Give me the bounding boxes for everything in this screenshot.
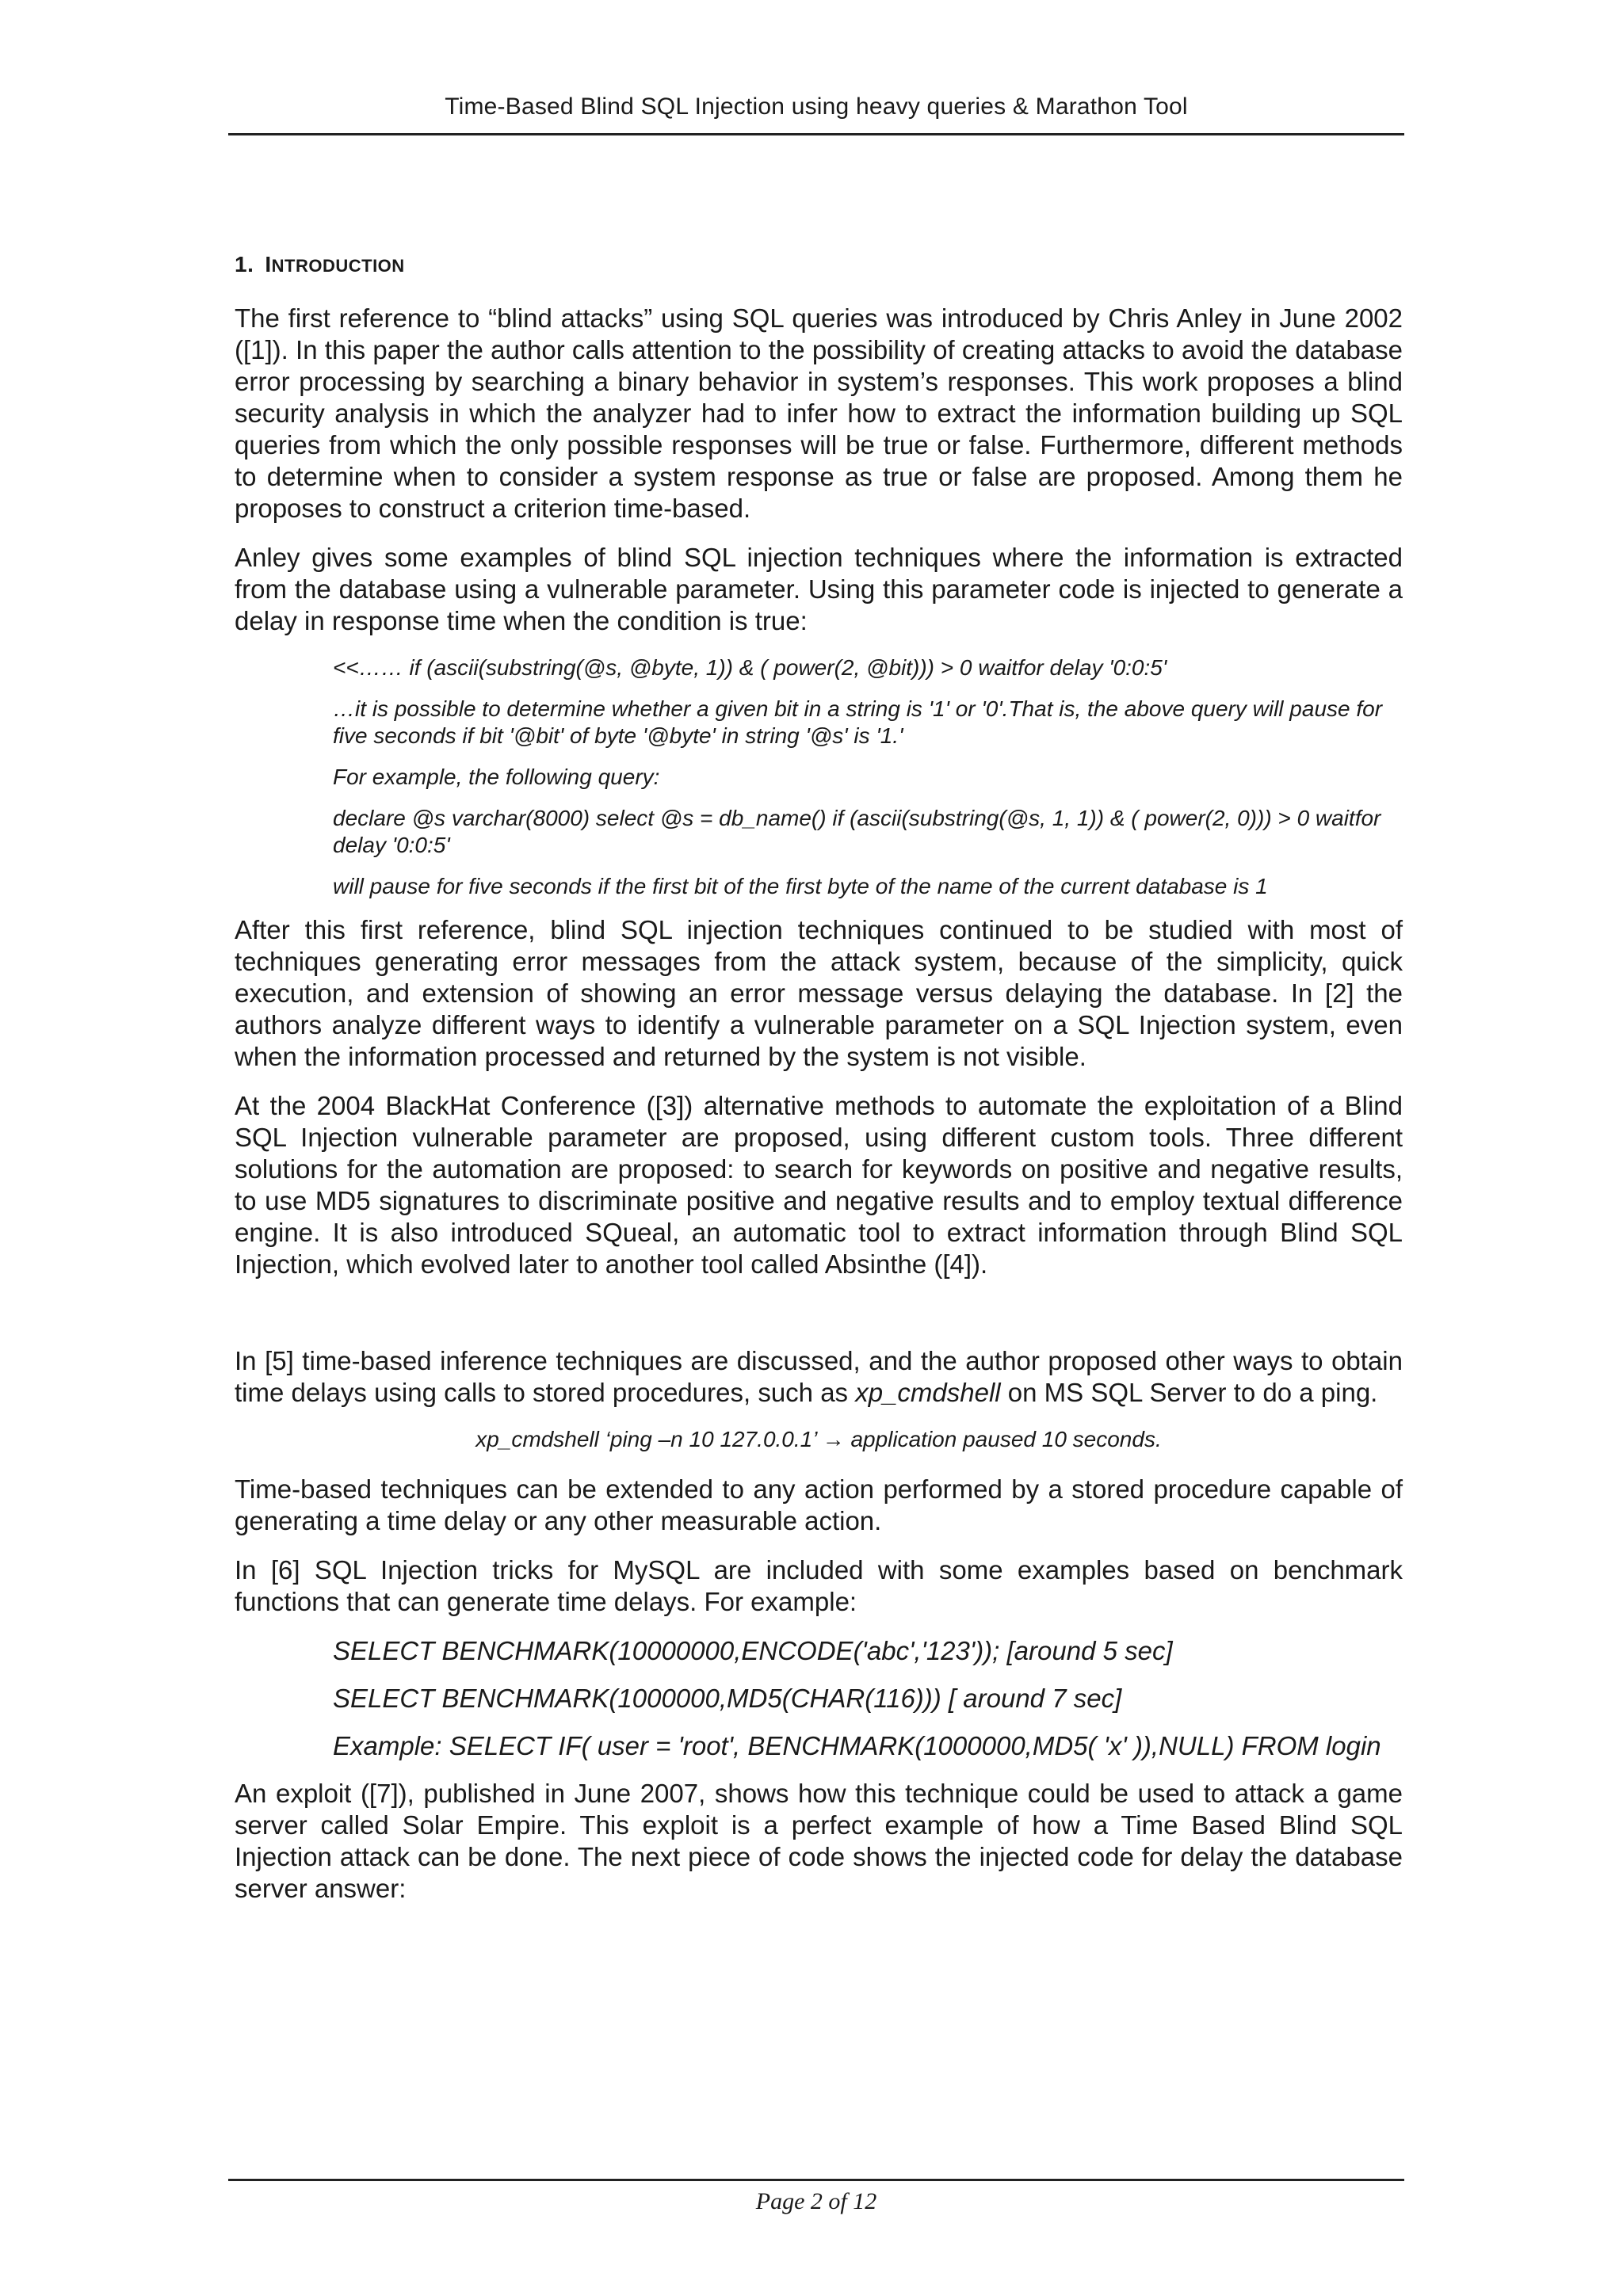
paragraph-6: Time-based techniques can be extended to any action performed by a stored procedure capable of generating a time delay or any other measurable action.	[235, 1474, 1403, 1535]
running-header: Time-Based Blind SQL Injection using heavy queries & Marathon Tool	[445, 93, 1188, 120]
header-rule	[228, 133, 1404, 135]
section-heading-rest: NTRODUCTION	[271, 256, 405, 276]
quote-line-1: <<…… if (ascii(substring(@s, @byte, 1)) & ( power(2, @bit))) > 0 waitfor delay '0:0:5'	[333, 655, 1167, 680]
code-example-1: SELECT BENCHMARK(10000000,ENCODE('abc','123')); [around 5 sec]	[333, 1636, 1173, 1665]
paragraph-5-emphasis: xp_cmdshell	[855, 1378, 1001, 1407]
code-example-2: SELECT BENCHMARK(1000000,MD5(CHAR(116))) [ around 7 sec]	[333, 1684, 1122, 1713]
paragraph-5	[235, 1345, 1403, 1409]
section-heading-initial: I	[265, 252, 272, 277]
paragraph-5-part-b: on MS SQL Server to do a ping.	[1000, 1378, 1378, 1407]
paragraph-3: After this first reference, blind SQL injection techniques continued to be studied with most of techniques generating error messages from the attack system, because of the simplicity, quick execution, and extension of showing an error message versus delaying the database. In [2] the authors analyze different ways to identify a vulnerable parameter on a SQL Injection system, even when the information processed and returned by the system is not visible.	[235, 915, 1403, 1071]
centered-example: xp_cmdshell ‘ping –n 10 127.0.0.1’ → application paused 10 seconds.	[475, 1427, 1162, 1451]
paragraph-7: In [6] SQL Injection tricks for MySQL are included with some examples based on benchmark functions that can generate time delays. For example:	[235, 1555, 1403, 1616]
footer-rule	[228, 2179, 1404, 2181]
section-number: 1.	[235, 252, 254, 277]
code-example-3: Example: SELECT IF( user = 'root', BENCHMARK(1000000,MD5( 'x' )),NULL) FROM login	[333, 1731, 1381, 1760]
page-number: Page 2 of 12	[755, 2188, 877, 2214]
quote-line-2: …it is possible to determine whether a given bit in a string is '1' or '0'.That is, the above query will pause for five seconds if bit '@bit' of byte '@byte' in string '@s' is '1.'	[333, 696, 1383, 748]
paragraph-5-part-a: In [5] time-based inference techniques are discussed, and the author proposed other ways to obtain time delays using calls to stored procedures, such as	[235, 1346, 1403, 1407]
paragraph-intro-1: The first reference to “blind attacks” using SQL queries was introduced by Chris Anley in June 2002 ([1]). In this paper the author calls attention to the possibility of creating attacks to avoid the database error processing by searching a binary behavior in system’s responses. This work proposes a blind security analysis in which the analyzer had to infer how to extract the information building up SQL queries from which the only possible responses will be true or false. Furthermore, different methods to determine when to consider a system response as true or false are proposed. Among them he proposes to construct a criterion time-based.	[235, 303, 1403, 523]
paragraph-intro-2: Anley gives some examples of blind SQL injection techniques where the information is extracted from the database using a vulnerable parameter. Using this parameter code is injected to generate a delay in response time when the condition is true:	[235, 543, 1403, 635]
quote-line-4: declare @s varchar(8000) select @s = db_name() if (ascii(substring(@s, 1, 1)) & ( power(2, 0))) > 0 waitfor delay '0:0:5'	[333, 806, 1381, 857]
quote-line-5: will pause for five seconds if the first bit of the first byte of the name of the current database is 1	[333, 874, 1268, 898]
quote-line-3: For example, the following query:	[333, 765, 660, 789]
paragraph-8: An exploit ([7]), published in June 2007, shows how this technique could be used to attack a game server called Solar Empire. This exploit is a perfect example of how a Time Based Blind SQL Injection attack can be done. The next piece of code shows the injected code for delay the database server answer:	[235, 1779, 1403, 1903]
page-body	[235, 252, 1403, 1922]
section-heading	[235, 252, 1403, 277]
paragraph-4: At the 2004 BlackHat Conference ([3]) alternative methods to automate the exploitation of a Blind SQL Injection vulnerable parameter are proposed, using different custom tools. Three different solutions for the automation are proposed: to search for keywords on positive and negative results, to use MD5 signatures to discriminate positive and negative results and to employ textual difference engine. It is also introduced SQueal, an automatic tool to extract information through Blind SQL Injection, which evolved later to another tool called Absinthe ([4]).	[235, 1091, 1403, 1279]
spacer	[235, 1298, 1403, 1345]
